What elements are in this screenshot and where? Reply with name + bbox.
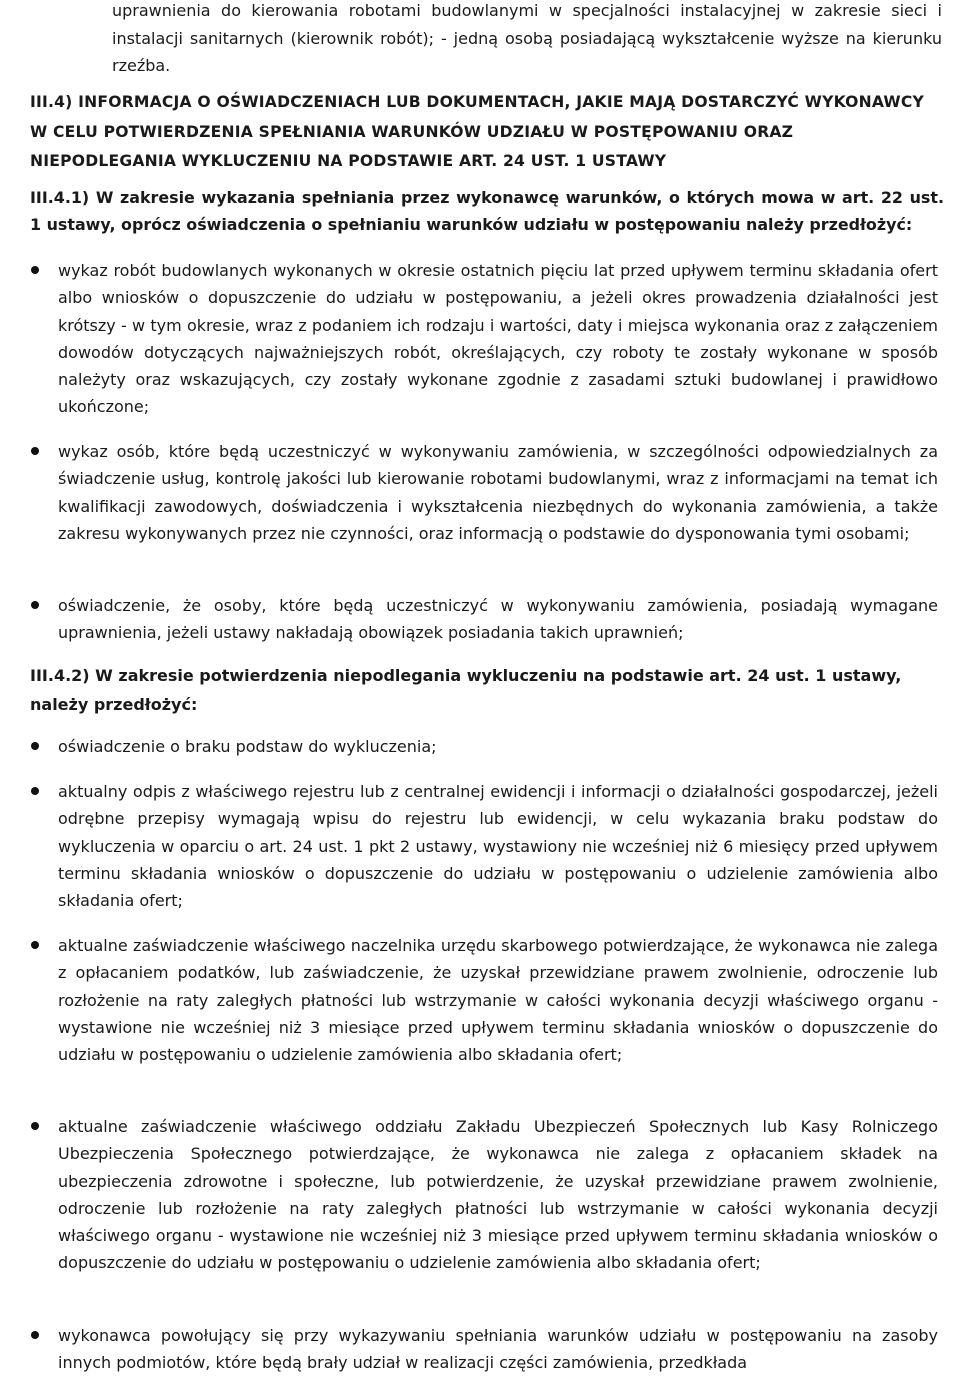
list-item: wykonawca powołujący się przy wykazywaniu spełniania warunków udziału w postępowaniu na zasoby innych podmiotów, które będą brały udział w realizacji części zamówienia, przedkłada xyxy=(58,1326,938,1373)
bullet-icon xyxy=(31,447,39,455)
bullet-icon xyxy=(31,941,39,949)
bullet-icon xyxy=(31,787,39,795)
list-item: aktualny odpis z właściwego rejestru lub z centralnej ewidencji i informacji o działalności gospodarczej, jeżeli odrębne przepisy wymagają wpisu do rejestru lub ewidencji, w celu wykazania braku podstaw do wykluczenia w oparciu o art. 24 ust. 1 pkt 2 ustawy, wystawiony nie wcześniej niż 6 miesięcy przed upływem terminu składania wniosków o dopuszczenie do udziału w postępowaniu o udzielenie zamówienia albo składania ofert; xyxy=(58,782,938,911)
list-item: aktualne zaświadczenie właściwego oddziału Zakładu Ubezpieczeń Społecznych lub Kasy Rolniczego Ubezpieczenia Społecznego potwierdzające, że wykonawca nie zalega z opłacaniem składek na ubezpieczenia zdrowotne i społeczne, lub potwierdzenie, że uzyskał przewidziane prawem zwolnienie, odroczenie lub rozłożenie na raty zaległych płatności lub wstrzymanie w całości wykonania decyzji właściwego organu - wystawione nie wcześniej niż 3 miesiące przed upływem terminu składania wniosków o dopuszczenie do udziału w postępowaniu o udzielenie zamówienia albo składania ofert; xyxy=(58,1117,938,1273)
bullet-icon xyxy=(31,266,39,274)
list-item: oświadczenie, że osoby, które będą uczestniczyć w wykonywaniu zamówienia, posiadają wymagane uprawnienia, jeżeli ustawy nakładają obowiązek posiadania takich uprawnień; xyxy=(58,596,938,643)
section-heading: III.4) INFORMACJA O OŚWIADCZENIACH LUB DOKUMENTACH, JAKIE MAJĄ DOSTARCZYĆ WYKONAWCY W CELU POTWIERDZENIA SPEŁNIANIA WARUNKÓW UDZIAŁU W POSTĘPOWANIU ORAZ NIEPODLEGANIA WYKLUCZENIU NA PODSTAWIE ART. 24 UST. 1 USTAWY xyxy=(30,93,924,170)
bullet-icon xyxy=(31,1122,39,1130)
subsection-2-heading: III.4.2) W zakresie potwierdzenia niepodlegania wykluczeniu na podstawie art. 24 ust. 1 ustawy, należy przedłożyć: xyxy=(30,666,902,714)
bullet-icon xyxy=(31,601,39,609)
list-item: wykaz robót budowlanych wykonanych w okresie ostatnich pięciu lat przed upływem terminu składania ofert albo wniosków o dopuszczenie do udziału w postępowaniu, a jeżeli okres prowadzenia działalności jest krótszy - w tym okresie, wraz z podaniem ich rodzaju i wartości, daty i miejsca wykonania oraz z załączeniem dowodów dotyczących najważniejszych robót, określających, czy roboty te zostały wykonane w sposób należyty oraz wskazujących, czy zostały wykonane zgodnie z zasadami sztuki budowlanej i prawidłowo ukończone; xyxy=(58,261,938,417)
list-item: oświadczenie o braku podstaw do wykluczenia; xyxy=(58,737,437,756)
intro-paragraph: uprawnienia do kierowania robotami budowlanymi w specjalności instalacyjnej w zakresie sieci i instalacji sanitarnych (kierownik robót); - jedną osobą posiadającą wykształcenie wyższe na kierunku rzeźba. xyxy=(112,1,942,75)
list-item: aktualne zaświadczenie właściwego naczelnika urzędu skarbowego potwierdzające, że wykonawca nie zalega z opłacaniem podatków, lub zaświadczenie, że uzyskał przewidziane prawem zwolnienie, odroczenie lub rozłożenie na raty zaległych płatności lub wstrzymanie w całości wykonania decyzji właściwego organu - wystawione nie wcześniej niż 3 miesiące przed upływem terminu składania wniosków o dopuszczenie do udziału w postępowaniu o udzielenie zamówienia albo składania ofert; xyxy=(58,936,938,1065)
subsection-1-heading: III.4.1) W zakresie wykazania spełniania przez wykonawcę warunków, o których mowa w art. 22 ust. 1 ustawy, oprócz oświadczenia o spełnianiu warunków udziału w postępowaniu należy przedłożyć: xyxy=(30,188,944,235)
bullet-icon xyxy=(31,1331,39,1339)
list-item: wykaz osób, które będą uczestniczyć w wykonywaniu zamówienia, w szczególności odpowiedzialnych za świadczenie usług, kontrolę jakości lub kierowanie robotami budowlanymi, wraz z informacjami na temat ich kwalifikacji zawodowych, doświadczenia i wykształcenia niezbędnych do wykonania zamówienia, a także zakresu wykonywanych przez nie czynności, oraz informacją o podstawie do dysponowania tymi osobami; xyxy=(58,442,938,543)
bullet-icon xyxy=(31,742,39,750)
